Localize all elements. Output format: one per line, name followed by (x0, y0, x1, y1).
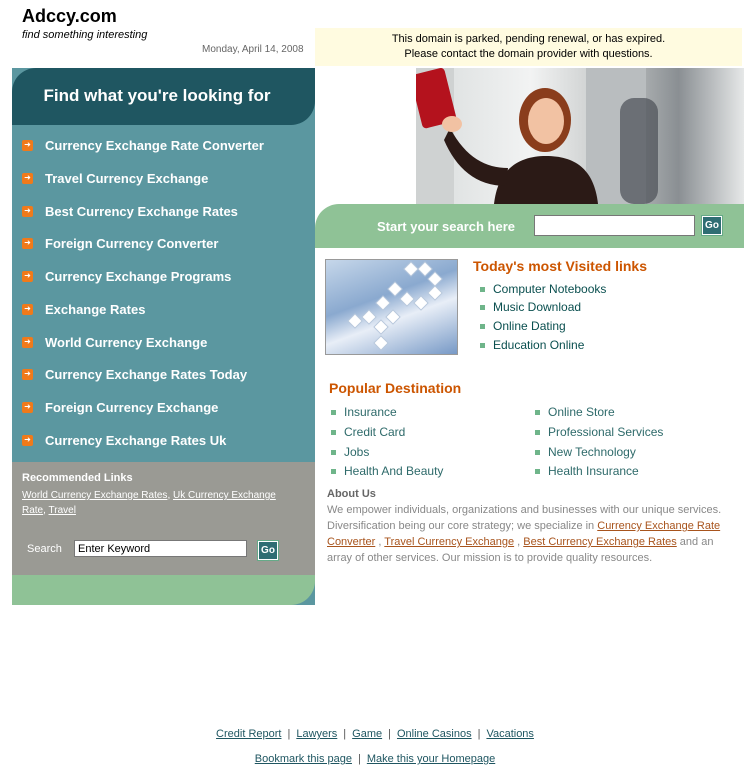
footer-links-row-1 (0, 728, 750, 740)
arrow-right-icon: ➜ (22, 337, 33, 348)
recommended-link[interactable]: World Currency Exchange Rates (22, 490, 168, 501)
footer-separator: | (357, 753, 361, 765)
arrow-right-icon: ➜ (22, 140, 33, 151)
visited-link[interactable] (480, 300, 581, 314)
visited-link-label[interactable]: Computer Notebooks (493, 282, 607, 296)
sidebar-item[interactable] (22, 364, 247, 384)
parked-domain-notice (315, 28, 742, 66)
popular-link-label[interactable]: Insurance (344, 405, 397, 419)
about-text-part: and an array of other services. Our mission is to provide quality resources. (327, 536, 714, 564)
search-go-button[interactable]: Go (702, 216, 722, 235)
footer-separator: | (287, 728, 291, 740)
about-us-title: About Us (327, 488, 376, 500)
site-logo[interactable]: Adccy.com (22, 6, 117, 26)
sidebar-item[interactable] (22, 299, 145, 319)
visited-link[interactable] (480, 282, 606, 296)
arrow-graphic-image (325, 259, 458, 355)
sidebar-item[interactable] (22, 233, 218, 253)
popular-link-label[interactable]: Professional Services (548, 425, 664, 439)
arrow-right-icon: ➜ (22, 271, 33, 282)
bullet-icon (535, 410, 540, 415)
popular-destination-title: Popular Destination (329, 380, 462, 396)
sidebar-title: Find what you're looking for (43, 86, 271, 105)
bullet-icon (331, 410, 336, 415)
bookmark-link[interactable]: Bookmark this page (254, 753, 352, 765)
sidebar-item[interactable] (22, 332, 207, 352)
recommended-links: World Currency Exchange Rates, Uk Currency Exchange Rate, Travel (22, 490, 276, 516)
sidebar-item[interactable] (22, 168, 208, 188)
footer-separator: | (388, 728, 391, 740)
sidebar-item[interactable] (22, 430, 226, 450)
sidebar-item-label[interactable]: Exchange Rates (45, 301, 146, 317)
arrow-right-icon: ➜ (22, 173, 33, 184)
about-link[interactable]: Travel Currency Exchange (384, 536, 515, 548)
footer-link[interactable]: Online Casinos (396, 728, 472, 740)
search-input[interactable] (534, 215, 695, 236)
popular-link[interactable] (535, 405, 615, 419)
bullet-icon (331, 430, 336, 435)
bullet-icon (535, 430, 540, 435)
hero-photo (416, 68, 744, 204)
sidebar-search-label: Search (27, 543, 62, 555)
bullet-icon (480, 343, 485, 348)
footer-link[interactable]: Vacations (486, 728, 534, 740)
footer-link[interactable]: Lawyers (296, 728, 338, 740)
bullet-icon (331, 450, 336, 455)
footer-links-row-2 (0, 753, 750, 765)
popular-link[interactable] (331, 464, 443, 478)
diamond-arrow-icon (326, 260, 458, 355)
about-separator: , (375, 536, 385, 548)
keyword-input[interactable] (74, 540, 247, 557)
popular-link[interactable] (331, 445, 369, 459)
about-link[interactable]: Best Currency Exchange Rates (523, 536, 677, 548)
sidebar-go-button[interactable]: Go (258, 541, 278, 560)
bullet-icon (535, 450, 540, 455)
sidebar-item[interactable] (22, 397, 218, 417)
footer-link[interactable]: Game (352, 728, 383, 740)
sidebar-item-label[interactable]: Foreign Currency Converter (45, 235, 219, 251)
visited-link-label[interactable]: Education Online (493, 338, 585, 352)
sidebar-item[interactable] (22, 266, 231, 286)
popular-link-label[interactable]: New Technology (548, 445, 636, 459)
popular-link[interactable] (535, 464, 639, 478)
site-tagline: find something interesting (22, 29, 148, 41)
about-text-part: We empower individuals, organizations and businesses with our unique services. Diversification being our core strategy; we specialize in (327, 504, 722, 532)
sidebar-item-label[interactable]: Currency Exchange Rate Converter (45, 137, 264, 153)
visited-link-label[interactable]: Online Dating (493, 319, 566, 333)
homepage-link[interactable]: Make this your Homepage (366, 753, 496, 765)
recommended-link[interactable]: Travel (48, 505, 76, 516)
sidebar-item-label[interactable]: Travel Currency Exchange (45, 170, 209, 186)
sidebar-item-label[interactable]: Currency Exchange Rates Uk (45, 432, 227, 448)
bullet-icon (480, 287, 485, 292)
popular-link-label[interactable]: Credit Card (344, 425, 406, 439)
sidebar-item-label[interactable]: World Currency Exchange (45, 334, 208, 350)
visited-link[interactable] (480, 338, 584, 352)
popular-link[interactable] (535, 425, 663, 439)
sidebar-item-label[interactable]: Best Currency Exchange Rates (45, 203, 238, 219)
bullet-icon (480, 324, 485, 329)
arrow-right-icon: ➜ (22, 402, 33, 413)
popular-link-label[interactable]: Health Insurance (548, 464, 639, 478)
arrow-right-icon: ➜ (22, 206, 33, 217)
arrow-right-icon: ➜ (22, 435, 33, 446)
start-search-label: Start your search here (377, 219, 516, 234)
about-us-text (327, 502, 727, 566)
recommended-link[interactable]: Uk Currency Exchange Rate (22, 490, 276, 516)
popular-link-label[interactable]: Jobs (344, 445, 370, 459)
arrow-right-icon: ➜ (22, 304, 33, 315)
popular-link-label[interactable]: Health And Beauty (344, 464, 444, 478)
bullet-icon (331, 469, 336, 474)
notice-line-2: Please contact the domain provider with questions. (404, 48, 653, 60)
about-separator: , (514, 536, 524, 548)
footer-separator: | (477, 728, 481, 740)
popular-link[interactable] (535, 445, 636, 459)
recommended-title: Recommended Links (22, 472, 133, 484)
woman-photo-illustration (416, 68, 744, 204)
sidebar-item[interactable] (22, 201, 238, 221)
bullet-icon (480, 305, 485, 310)
about-link[interactable]: Currency Exchange Rate Converter (327, 520, 721, 548)
arrow-right-icon: ➜ (22, 369, 33, 380)
popular-link-label[interactable]: Online Store (548, 405, 615, 419)
popular-link[interactable] (331, 405, 397, 419)
sidebar-item-label[interactable]: Currency Exchange Rates Today (45, 366, 248, 382)
popular-link[interactable] (331, 425, 405, 439)
visited-link[interactable] (480, 319, 566, 333)
footer-separator: | (343, 728, 347, 740)
sidebar-item-label[interactable]: Foreign Currency Exchange (45, 399, 219, 415)
footer-link[interactable]: Credit Report (216, 728, 282, 740)
visited-links-title: Today's most Visited links (473, 258, 647, 274)
current-date: Monday, April 14, 2008 (202, 44, 304, 55)
arrow-right-icon: ➜ (22, 238, 33, 249)
visited-link-label[interactable]: Music Download (493, 300, 582, 314)
bullet-icon (535, 469, 540, 474)
notice-line-1: This domain is parked, pending renewal, or has expired. (391, 33, 666, 45)
sidebar-item[interactable] (22, 135, 264, 155)
sidebar-bottom-band (12, 575, 315, 605)
sidebar-item-label[interactable]: Currency Exchange Programs (45, 268, 232, 284)
